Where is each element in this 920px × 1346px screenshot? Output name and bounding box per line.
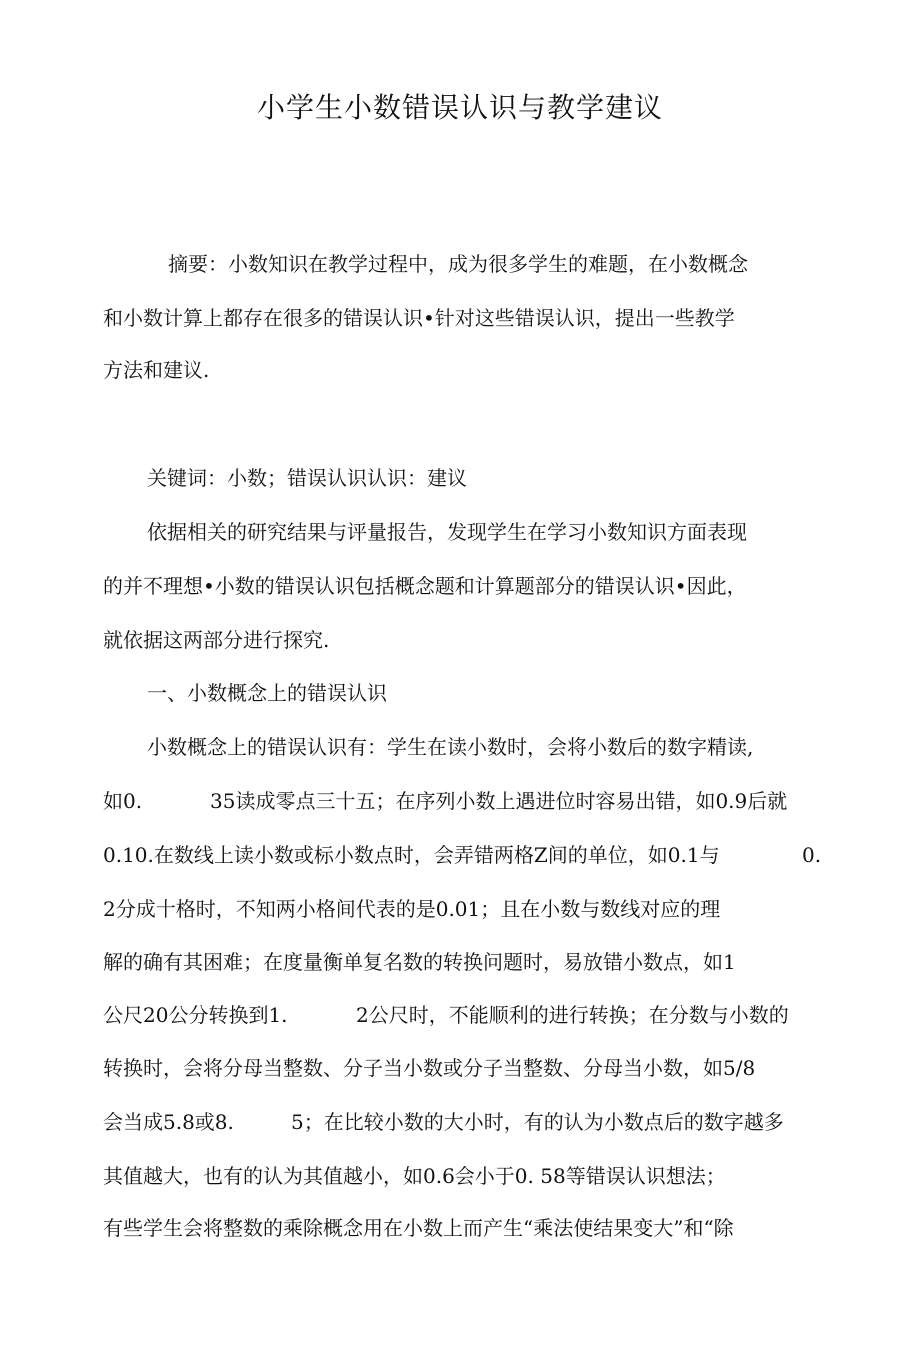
paragraph-2-line-4: 2分成十格时，不知两小格间代表的是0.01；且在小数与数线对应的理 (103, 897, 721, 921)
paragraph-2-line-2a: 如0. (103, 789, 143, 813)
paragraph-2-line-10: 有些学生会将整数的乘除概念用在小数上而产生“乘法使结果变大”和“除 (103, 1216, 734, 1240)
abstract-line-3: 方法和建议. (103, 358, 210, 382)
paragraph-2-line-8b: 5；在比较小数的大小时，有的认为小数点后的数字越多 (291, 1110, 784, 1134)
keywords-line: 关键词：小数；错误认识认识：建议 (147, 466, 467, 490)
paragraph-2-line-5: 解的确有其困难；在度量衡单复名数的转换问题时，易放错小数点，如1 (103, 950, 736, 974)
page-title: 小学生小数错误认识与教学建议 (256, 91, 663, 124)
paragraph-2-line-1: 小数概念上的错误认识有：学生在读小数时，会将小数后的数字精读, (147, 735, 754, 759)
paragraph-2-line-6b: 2公尺时，不能顺利的进行转换；在分数与小数的 (356, 1003, 789, 1027)
paragraph-2-line-9: 其值越大，也有的认为其值越小，如0.6会小于0. 58等错误认识想法； (103, 1164, 726, 1188)
paragraph-2-line-8a: 会当成5.8或8. (103, 1110, 234, 1134)
section-heading: 一、小数概念上的错误认识 (147, 681, 387, 705)
abstract-line-1: 摘要：小数知识在教学过程中，成为很多学生的难题，在小数概念 (168, 252, 748, 276)
paragraph-2-line-3b: 0. (802, 843, 822, 867)
paragraph-2-line-2b: 35读成零点三十五；在序列小数上遇进位时容易出错，如0.9后就 (210, 789, 788, 813)
paragraph-1-line-2: 的并不理想•小数的错误认识包括概念题和计算题部分的错误认识•因此， (103, 574, 747, 598)
paragraph-1-line-3: 就依据这两部分进行探究. (103, 628, 330, 652)
paragraph-2-line-7: 转换时，会将分母当整数、分子当小数或分子当整数、分母当小数，如5/8 (103, 1056, 756, 1080)
paragraph-1-line-1: 依据相关的研究结果与评量报告，发现学生在学习小数知识方面表现 (147, 520, 747, 544)
paragraph-2-line-6a: 公尺20公分转换到1. (103, 1003, 288, 1027)
abstract-line-2: 和小数计算上都存在很多的错误认识•针对这些错误认识，提出一些教学 (103, 306, 735, 330)
paragraph-2-line-3a: 0.10.在数线上读小数或标小数点时，会弄错两格Z间的单位，如0.1与 (103, 843, 720, 867)
